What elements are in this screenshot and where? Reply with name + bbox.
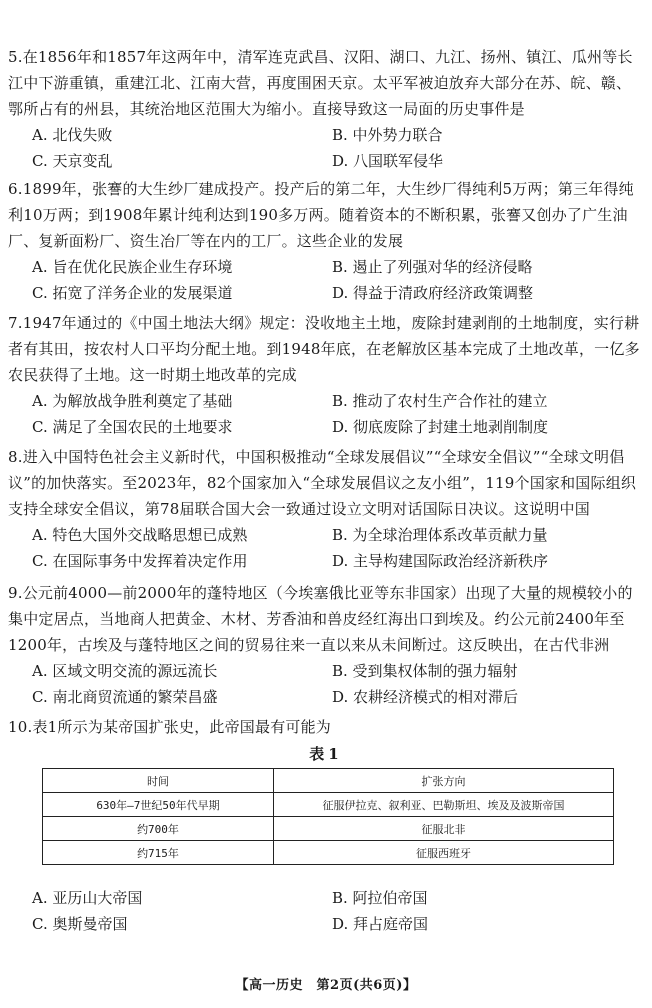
option-d: D. 得益于清政府经济政策调整 bbox=[332, 284, 534, 302]
option-b: B. 阿拉伯帝国 bbox=[332, 889, 428, 907]
options bbox=[8, 254, 644, 306]
table-header: 扩张方向 bbox=[274, 769, 614, 793]
table-cell: 征服伊拉克、叙利亚、巴勒斯坦、埃及及波斯帝国 bbox=[274, 793, 614, 817]
options bbox=[8, 388, 644, 440]
option-b: B. 中外势力联合 bbox=[332, 126, 443, 144]
table-row bbox=[43, 817, 614, 841]
option-c: C. 奥斯曼帝国 bbox=[32, 915, 128, 933]
option-c: C. 天京变乱 bbox=[32, 152, 113, 170]
question-10-options bbox=[8, 885, 644, 937]
option-b: B. 为全球治理体系改革贡献力量 bbox=[332, 526, 548, 544]
question-stem: 8.进入中国特色社会主义新时代，中国积极推动“全球发展倡议”“全球安全倡议”“全球文明倡议”的加快落实。至2023年，82个国家加入“全球发展倡议之友小组”，119个国家和国际组织支持全球安全倡议，第78届联合国大会一致通过设立文明对话国际日决议。这说明中国 bbox=[8, 448, 637, 518]
options bbox=[8, 122, 644, 174]
option-d: D. 农耕经济模式的相对滞后 bbox=[332, 688, 519, 706]
option-b: B. 遏止了列强对华的经济侵略 bbox=[332, 258, 533, 276]
option-a: A. 亚历山大帝国 bbox=[32, 889, 143, 907]
option-d: D. 彻底废除了封建土地剥削制度 bbox=[332, 418, 549, 436]
option-a: A. 特色大国外交战略思想已成熟 bbox=[32, 526, 248, 544]
question-stem: 6.1899年，张謇的大生纱厂建成投产。投产后的第二年，大生纱厂得纯利5万两；第三年得纯利10万两；到1908年累计纯利达到190多万两。随着资本的不断积累，张謇又创办了广生油厂、复新面粉厂、资生冶厂等在内的工厂。这些企业的发展 bbox=[8, 180, 634, 250]
table-cell: 征服西班牙 bbox=[274, 841, 614, 865]
option-c: C. 拓宽了洋务企业的发展渠道 bbox=[32, 284, 233, 302]
question-stem: 7.1947年通过的《中国土地法大纲》规定：没收地主土地，废除封建剥削的土地制度，实行耕者有其田，按农村人口平均分配土地。到1948年底，在老解放区基本完成了土地改革，一亿多农民获得了土地。这一时期土地改革的完成 bbox=[8, 314, 640, 384]
option-a: A. 旨在优化民族企业生存环境 bbox=[32, 258, 233, 276]
page-footer: 【高一历史 第2页(共6页)】 bbox=[235, 978, 417, 993]
option-c: C. 满足了全国农民的土地要求 bbox=[32, 418, 233, 436]
options bbox=[8, 658, 644, 710]
option-d: D. 主导构建国际政治经济新秩序 bbox=[332, 552, 549, 570]
option-a: A. 北伐失败 bbox=[32, 126, 113, 144]
table-header-row bbox=[43, 769, 614, 793]
table-row bbox=[43, 793, 614, 817]
option-c: C. 南北商贸流通的繁荣昌盛 bbox=[32, 688, 218, 706]
option-a: A. 为解放战争胜利奠定了基础 bbox=[32, 392, 233, 410]
option-b: B. 受到集权体制的强力辐射 bbox=[332, 662, 518, 680]
question-9 bbox=[8, 580, 644, 710]
question-6 bbox=[8, 176, 644, 306]
table-caption: 表1 bbox=[309, 745, 343, 763]
option-b: B. 推动了农村生产合作社的建立 bbox=[332, 392, 548, 410]
question-8 bbox=[8, 444, 644, 574]
table-cell: 约700年 bbox=[43, 817, 274, 841]
table-cell: 630年—7世纪50年代早期 bbox=[43, 793, 274, 817]
table-cell: 征服北非 bbox=[274, 817, 614, 841]
table-cell: 约715年 bbox=[43, 841, 274, 865]
question-stem: 9.公元前4000—前2000年的蓬特地区（今埃塞俄比亚等东非国家）出现了大量的规模较小的集中定居点，当地商人把黄金、木材、芳香油和兽皮经红海出口到埃及。约公元前2400年至1200年，古埃及与蓬特地区之间的贸易往来一直以来从未间断过。这反映出，在古代非洲 bbox=[8, 584, 633, 654]
option-c: C. 在国际事务中发挥着决定作用 bbox=[32, 552, 248, 570]
options bbox=[8, 522, 644, 574]
question-stem: 5.在1856年和1857年这两年中，清军连克武昌、汉阳、湖口、九江、扬州、镇江、瓜州等长江中下游重镇，重建江北、江南大营，再度围困天京。太平军被迫放弃大部分在苏、皖、赣、鄂所占有的州县，其统治地区范围大为缩小。直接导致这一局面的历史事件是 bbox=[8, 48, 633, 118]
option-d: D. 八国联军侵华 bbox=[332, 152, 444, 170]
question-7 bbox=[8, 310, 644, 440]
options bbox=[8, 885, 644, 937]
expansion-table bbox=[42, 768, 614, 865]
table-row bbox=[43, 841, 614, 865]
option-d: D. 拜占庭帝国 bbox=[332, 915, 429, 933]
question-10 bbox=[8, 714, 644, 740]
table-header: 时间 bbox=[43, 769, 274, 793]
question-5 bbox=[8, 44, 644, 174]
option-a: A. 区域文明交流的源远流长 bbox=[32, 662, 218, 680]
question-stem: 10.表1所示为某帝国扩张史，此帝国最有可能为 bbox=[8, 718, 332, 736]
